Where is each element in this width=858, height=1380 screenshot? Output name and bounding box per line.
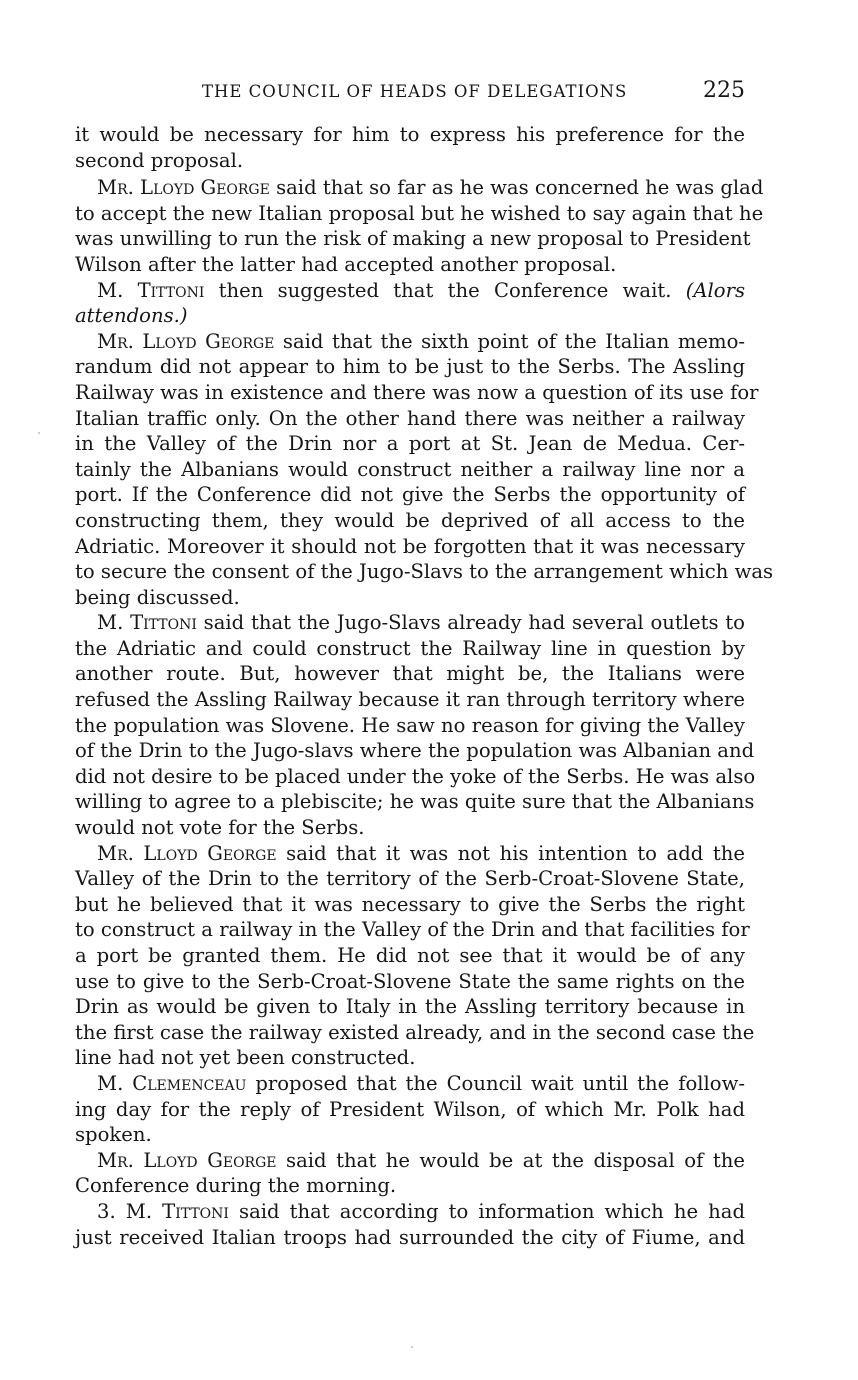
text-run: second proposal. [75, 148, 244, 172]
paragraph [75, 329, 774, 611]
text-run: Wilson after the latter had accepted another proposal. [75, 252, 617, 276]
text-line [75, 661, 745, 687]
text-line [75, 917, 750, 943]
text-run: randum did not appear to him to be just to the Serbs. The Assling [75, 355, 745, 379]
paragraph [75, 1199, 745, 1250]
text-run: line had not yet been constructed. [75, 1046, 416, 1070]
text-run: constructing them, they would be deprived of all access to the [75, 508, 745, 532]
text-line [75, 1045, 745, 1071]
text-line [75, 482, 745, 508]
text-run: to construct a railway in the Valley of the Drin and that facilities for [75, 918, 750, 942]
text-line [75, 559, 774, 585]
text-run: would not vote for the Serbs. [75, 816, 365, 840]
text-line [75, 252, 745, 278]
text-run: M. [97, 611, 131, 635]
text-line [75, 406, 745, 432]
text-run: Conference during the morning. [75, 1174, 397, 1198]
text-run: M. [97, 1071, 133, 1095]
text-line [75, 354, 745, 380]
scan-speck [411, 1346, 413, 1348]
text-run: said that so far as he was concerned he was glad [269, 176, 764, 200]
text-run: another route. But, however that might be, the Italians were [75, 662, 745, 686]
text-line [75, 278, 745, 304]
speaker-name: Clemenceau [132, 1071, 247, 1095]
text-run: in the Valley of the Drin nor a port at St. Jean de Medua. Cer- [75, 432, 745, 456]
text-line [75, 943, 745, 969]
text-line [75, 789, 755, 815]
text-run: being discussed. [75, 585, 240, 609]
text-line [75, 1173, 745, 1199]
paragraph [75, 1071, 745, 1148]
text-run: ing day for the reply of President Wilson, of which Mr. Polk had [75, 1097, 745, 1121]
text-line [75, 713, 745, 739]
text-line [75, 175, 764, 201]
speaker-name: Tittoni [130, 611, 197, 635]
text-run: 3. M. [97, 1199, 163, 1223]
text-line [75, 122, 745, 148]
text-run: Drin as would be given to Italy in the Assling territory because in [75, 995, 745, 1019]
speaker-name: Mr. Lloyd George [97, 1148, 277, 1172]
text-line [75, 1148, 745, 1174]
text-run: the population was Slovene. He saw no reason for giving the Valley [75, 713, 745, 737]
text-line [75, 457, 745, 483]
text-line [75, 585, 745, 611]
text-run: did not desire to be placed under the yoke of the Serbs. He was also [75, 764, 756, 788]
text-line [75, 1097, 745, 1123]
text-run: said that the sixth point of the Italian memo- [274, 329, 745, 353]
text-line [75, 687, 745, 713]
text-line [75, 1225, 745, 1251]
text-line [75, 1020, 755, 1046]
speaker-name: Tittoni [137, 278, 205, 302]
text-run: attendons.) [75, 304, 188, 328]
text-run: of the Drin to the Jugo-slavs where the population was Albanian and [75, 739, 755, 763]
text-line [75, 1199, 745, 1225]
text-line [75, 329, 745, 355]
text-line [75, 201, 764, 227]
text-line [75, 431, 745, 457]
text-run: Valley of the Drin to the territory of the Serb-Croat-Slovene State, [75, 867, 745, 891]
text-run: the Adriatic and could construct the Railway line in question by [75, 636, 745, 660]
text-line [75, 148, 745, 174]
text-run: to accept the new Italian proposal but he wished to say again that he [75, 201, 764, 225]
text-run: said that according to information which he had [228, 1199, 745, 1223]
text-line [75, 764, 756, 790]
text-line [75, 610, 745, 636]
text-run: a port be granted them. He did not see that it would be of any [75, 944, 745, 967]
text-line [75, 994, 745, 1020]
text-run: to secure the consent of the Jugo-Slavs to the arrangement which was [75, 560, 774, 584]
text-line [75, 892, 745, 918]
speaker-name: Mr. Lloyd George [97, 329, 275, 353]
paragraph [75, 841, 755, 1071]
text-run: port. If the Conference did not give the Serbs the opportunity of [75, 483, 745, 507]
text-line [75, 636, 745, 662]
text-run: it would be necessary for him to express his preference for the [75, 123, 745, 146]
text-line [75, 969, 745, 995]
text-line [75, 738, 755, 764]
text-line [75, 303, 745, 329]
speaker-name: Mr. Lloyd George [97, 841, 277, 865]
text-run: Italian traffic only. On the other hand there was neither a railway [75, 406, 745, 430]
text-run: said that it was not his intention to add the [276, 841, 745, 865]
text-line [75, 226, 751, 252]
text-run: tainly the Albanians would construct neither a railway line nor a [75, 457, 745, 481]
text-run: Adriatic. Moreover it should not be forgotten that it was necessary [75, 534, 745, 558]
text-line [75, 534, 745, 560]
body-text [75, 122, 774, 1250]
text-line [75, 866, 745, 892]
text-run: willing to agree to a plebiscite; he was quite sure that the Albanians [75, 790, 755, 814]
speaker-name: Tittoni [162, 1199, 229, 1223]
text-line [75, 841, 745, 867]
text-run: but he believed that it was necessary to give the Serbs the right [75, 892, 745, 916]
page-header [75, 80, 745, 110]
text-run: said that he would be at the disposal of the [276, 1148, 745, 1172]
text-run: Railway was in existence and there was now a question of its use for [75, 380, 759, 404]
text-line [75, 1071, 745, 1097]
text-run: the first case the railway existed already, and in the second case the [75, 1020, 755, 1044]
scan-speck [38, 432, 40, 434]
text-run: (Alors [685, 278, 745, 302]
text-run: spoken. [75, 1123, 152, 1147]
text-line [75, 508, 745, 534]
text-run: refused the Assling Railway because it ran through territory where [75, 688, 745, 712]
text-line [75, 1122, 745, 1148]
text-run: then suggested that the Conference wait. [204, 278, 686, 302]
text-run: proposed that the Council wait until the follow- [246, 1071, 745, 1095]
text-line [75, 380, 759, 406]
running-head: THE COUNCIL OF HEADS OF DELEGATIONS [202, 82, 628, 101]
speaker-name: Mr. Lloyd George [97, 176, 270, 200]
paragraph [75, 610, 756, 840]
text-run: was unwilling to run the risk of making a new proposal to President [75, 227, 751, 251]
text-run: just received Italian troops had surrounded the city of Fiume, and [75, 1225, 745, 1249]
text-run: M. [97, 278, 138, 302]
page-number: 225 [703, 78, 745, 103]
paragraph [75, 278, 745, 329]
paragraph [75, 1148, 745, 1199]
text-run: said that the Jugo-Slavs already had several outlets to [196, 611, 745, 635]
text-line [75, 815, 745, 841]
paragraph [75, 175, 764, 277]
paragraph [75, 122, 745, 173]
text-run: use to give to the Serb-Croat-Slovene State the same rights on the [75, 969, 745, 993]
